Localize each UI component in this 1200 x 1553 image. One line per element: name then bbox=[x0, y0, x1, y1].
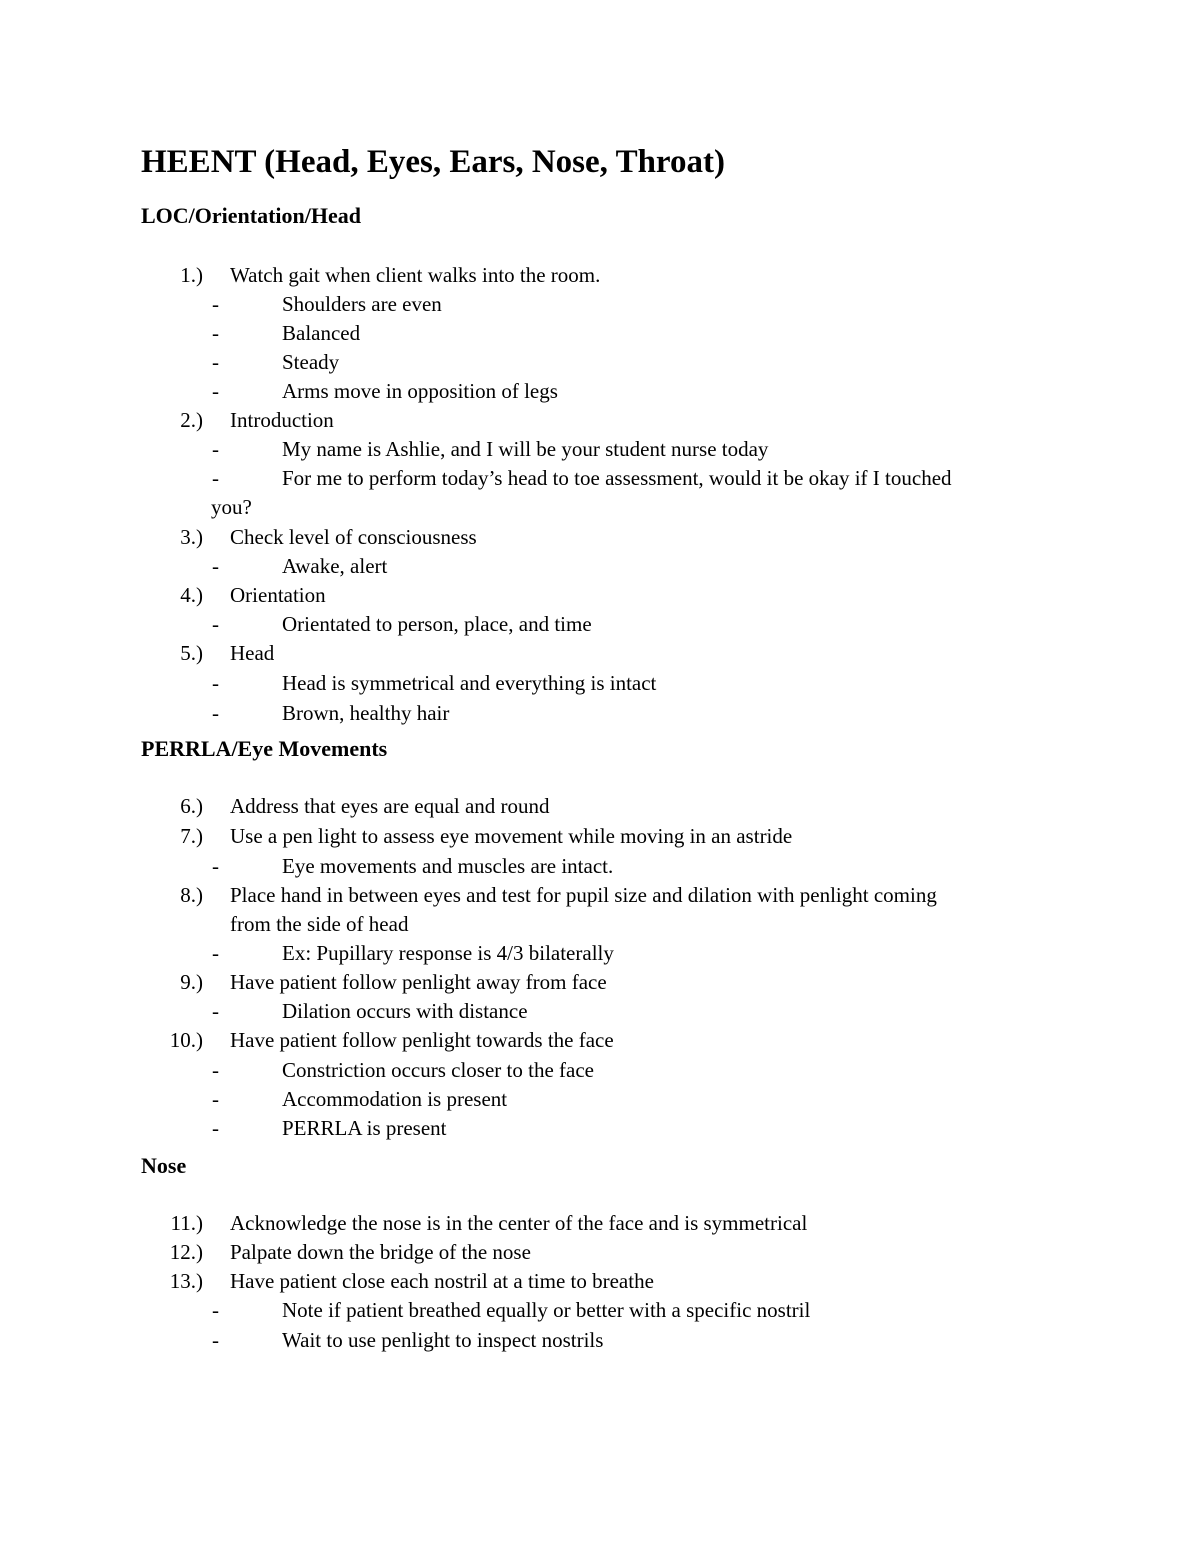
item-number: 1.) bbox=[180, 263, 203, 287]
item-number: 9.) bbox=[180, 970, 203, 994]
item-text: Have patient close each nostril at a time to breathe bbox=[230, 1269, 654, 1293]
bullet-text: For me to perform today’s head to toe assessment, would it be okay if I touched bbox=[282, 466, 952, 490]
bullet-dash: - bbox=[212, 292, 219, 316]
item-text: Check level of consciousness bbox=[230, 525, 477, 549]
bullet-text: Steady bbox=[282, 350, 340, 374]
item-text: Place hand in between eyes and test for pupil size and dilation with penlight coming bbox=[230, 883, 937, 907]
bullet-text: Head is symmetrical and everything is intact bbox=[282, 671, 657, 695]
item-text: Address that eyes are equal and round bbox=[230, 794, 550, 818]
bullet-text: Shoulders are even bbox=[282, 292, 442, 316]
bullet-text: Eye movements and muscles are intact. bbox=[282, 854, 614, 878]
bullet-dash: - bbox=[212, 1116, 219, 1140]
bullet-dash: - bbox=[212, 321, 219, 345]
item-number: 8.) bbox=[180, 883, 203, 907]
item-text: Use a pen light to assess eye movement while moving in an astride bbox=[230, 824, 793, 848]
bullet-text: Arms move in opposition of legs bbox=[282, 379, 558, 403]
item-number: 7.) bbox=[180, 824, 203, 848]
bullet-dash: - bbox=[212, 612, 219, 636]
item-text: Have patient follow penlight towards the face bbox=[230, 1028, 614, 1052]
bullet-text: Ex: Pupillary response is 4/3 bilaterally bbox=[282, 941, 614, 965]
bullet-text: Accommodation is present bbox=[282, 1087, 508, 1111]
bullet-text: Awake, alert bbox=[282, 554, 388, 578]
bullet-text: Constriction occurs closer to the face bbox=[282, 1058, 594, 1082]
section-heading: PERRLA/Eye Movements bbox=[141, 736, 388, 761]
bullet-text: Orientated to person, place, and time bbox=[282, 612, 592, 636]
item-number: 3.) bbox=[180, 525, 203, 549]
bullet-dash: - bbox=[212, 1087, 219, 1111]
bullet-dash: - bbox=[212, 466, 219, 490]
item-number: 10.) bbox=[169, 1028, 203, 1052]
bullet-dash: - bbox=[212, 941, 219, 965]
item-text: Acknowledge the nose is in the center of the face and is symmetrical bbox=[230, 1211, 808, 1235]
item-text: Orientation bbox=[230, 583, 326, 607]
item-number: 11.) bbox=[170, 1211, 203, 1235]
section-heading: LOC/Orientation/Head bbox=[141, 203, 361, 228]
item-text: Have patient follow penlight away from face bbox=[230, 970, 607, 994]
item-number: 6.) bbox=[180, 794, 203, 818]
item-text: Palpate down the bridge of the nose bbox=[230, 1240, 531, 1264]
bullet-dash: - bbox=[212, 701, 219, 725]
item-number: 12.) bbox=[169, 1240, 203, 1264]
bullet-dash: - bbox=[212, 999, 219, 1023]
bullet-dash: - bbox=[212, 379, 219, 403]
item-number: 4.) bbox=[180, 583, 203, 607]
bullet-dash: - bbox=[212, 1298, 219, 1322]
bullet-text: My name is Ashlie, and I will be your student nurse today bbox=[282, 437, 769, 461]
section-heading: Nose bbox=[141, 1153, 187, 1178]
item-text: from the side of head bbox=[230, 912, 409, 936]
bullet-dash: - bbox=[212, 854, 219, 878]
item-text: Head bbox=[230, 641, 275, 665]
bullet-text: Note if patient breathed equally or better with a specific nostril bbox=[282, 1298, 811, 1322]
bullet-text: Brown, healthy hair bbox=[282, 701, 450, 725]
bullet-dash: - bbox=[212, 1328, 219, 1352]
bullet-text: Wait to use penlight to inspect nostrils bbox=[282, 1328, 604, 1352]
bullet-text: Balanced bbox=[282, 321, 361, 345]
item-number: 2.) bbox=[180, 408, 203, 432]
item-text: Introduction bbox=[230, 408, 334, 432]
bullet-dash: - bbox=[212, 1058, 219, 1082]
item-number: 13.) bbox=[169, 1269, 203, 1293]
bullet-text: you? bbox=[211, 495, 252, 519]
bullet-dash: - bbox=[212, 437, 219, 461]
bullet-dash: - bbox=[212, 554, 219, 578]
bullet-dash: - bbox=[212, 671, 219, 695]
item-number: 5.) bbox=[180, 641, 203, 665]
bullet-text: Dilation occurs with distance bbox=[282, 999, 528, 1023]
bullet-text: PERRLA is present bbox=[282, 1116, 447, 1140]
document-title: HEENT (Head, Eyes, Ears, Nose, Throat) bbox=[141, 144, 725, 180]
item-text: Watch gait when client walks into the room. bbox=[230, 263, 601, 287]
bullet-dash: - bbox=[212, 350, 219, 374]
